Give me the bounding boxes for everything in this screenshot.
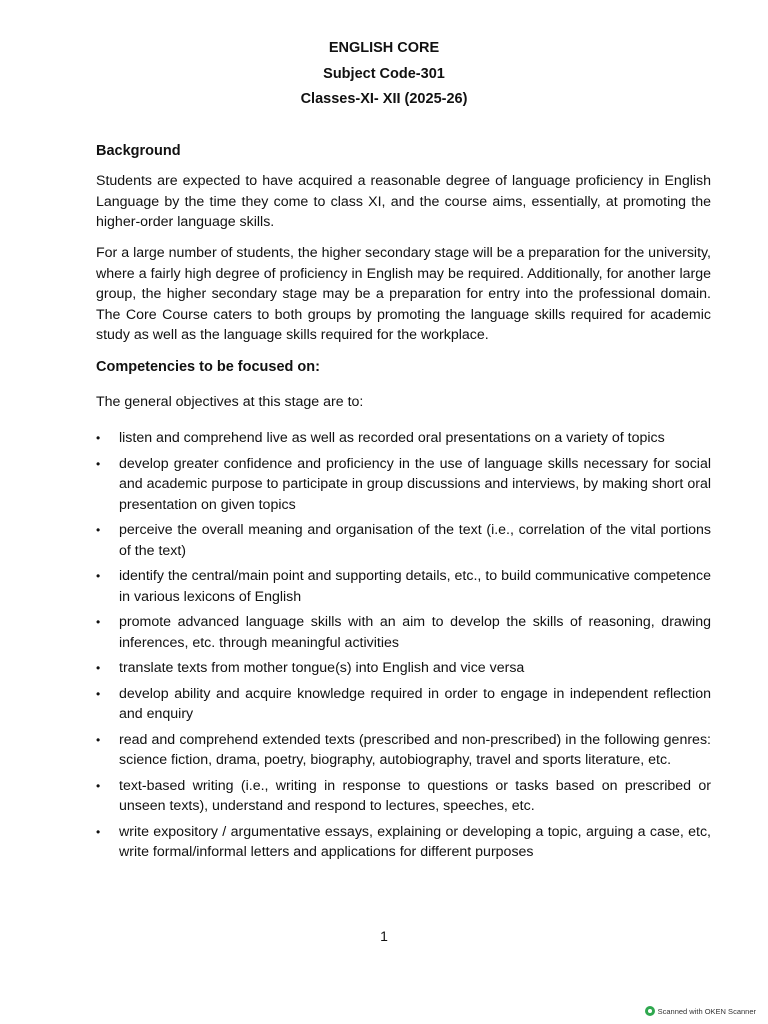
objectives-list xyxy=(96,428,711,868)
document-title: ENGLISH CORE xyxy=(328,40,440,56)
list-item-text: develop ability and acquire knowledge required in order to engage in independent reflection and enquiry xyxy=(119,685,711,722)
list-item-text: translate texts from mother tongue(s) into English and vice versa xyxy=(119,660,525,676)
bullet-icon: • xyxy=(96,615,101,629)
background-heading: Background xyxy=(96,143,181,159)
bullet-icon: • xyxy=(96,778,101,793)
list-item xyxy=(96,776,711,817)
list-item xyxy=(96,612,711,653)
list-item xyxy=(96,566,711,607)
list-item-text: listen and comprehend live as well as recorded oral presentations on a variety of topics xyxy=(119,430,665,446)
list-item-text: promote advanced language skills with an aim to develop the skills of reasoning, drawing inferences, etc. through meaningful activities xyxy=(119,614,711,651)
bullet-icon: • xyxy=(96,686,101,701)
bullet-icon: • xyxy=(96,569,101,583)
list-item-text: read and comprehend extended texts (prescribed and non-prescribed) in the following genres: science fiction, drama, poetry, biography, autobiography, travel and sports literature, etc. xyxy=(119,731,711,768)
list-item xyxy=(96,730,711,771)
list-item xyxy=(96,658,711,679)
list-item-text: perceive the overall meaning and organisation of the text (i.e., correlation of the vital portions of the text) xyxy=(119,522,711,559)
subject-code: Subject Code-301 xyxy=(323,66,445,82)
bullet-icon: • xyxy=(96,431,101,445)
bullet-icon: • xyxy=(96,661,101,675)
bullet-icon: • xyxy=(96,456,101,471)
list-item-text: identify the central/main point and supporting details, etc., to build communicative competence in various lexicons of English xyxy=(119,568,711,605)
competencies-heading: Competencies to be focused on: xyxy=(96,359,320,375)
page-number: 1 xyxy=(380,928,388,944)
background-paragraph-1: Students are expected to have acquired a reasonable degree of language proficiency in English Language by the time they come to class XI, and the course aims, essentially, at promoting the higher-order language skills. xyxy=(96,173,711,230)
scanner-label: Scanned with OKEN Scanner xyxy=(657,1006,756,1016)
list-item xyxy=(96,520,711,561)
objectives-intro: The general objectives at this stage are to: xyxy=(96,394,364,410)
list-item-text: develop greater confidence and proficiency in the use of language skills necessary for social and academic purpose to participate in group discussions and interviews, by making short oral presentation on given topics xyxy=(119,455,711,513)
list-item xyxy=(96,454,711,516)
list-item xyxy=(96,684,711,725)
classes-range: Classes-XI- XII (2025-26) xyxy=(300,91,468,107)
scanner-logo-icon xyxy=(645,1006,655,1016)
background-paragraph-2: For a large number of students, the higher secondary stage will be a preparation for the university, where a fairly high degree of proficiency in English may be required. Additionally, for another large group, the higher secondary stage may be a preparation for entry into the professional domain. The Core Course caters to both groups by promoting the language skills required for academic study as well as the language skills required for the workplace. xyxy=(96,245,711,343)
list-item-text: text-based writing (i.e., writing in response to questions or tasks based on prescribed or unseen texts), understand and respond to lectures, speeches, etc. xyxy=(119,777,711,814)
list-item xyxy=(96,822,711,863)
scanner-watermark xyxy=(645,1006,756,1016)
bullet-icon: • xyxy=(96,824,101,839)
list-item xyxy=(96,428,711,449)
list-item-text: write expository / argumentative essays, explaining or developing a topic, arguing a case, etc, write formal/informal letters and applications for different purposes xyxy=(119,823,711,860)
bullet-icon: • xyxy=(96,523,101,537)
bullet-icon: • xyxy=(96,732,101,747)
